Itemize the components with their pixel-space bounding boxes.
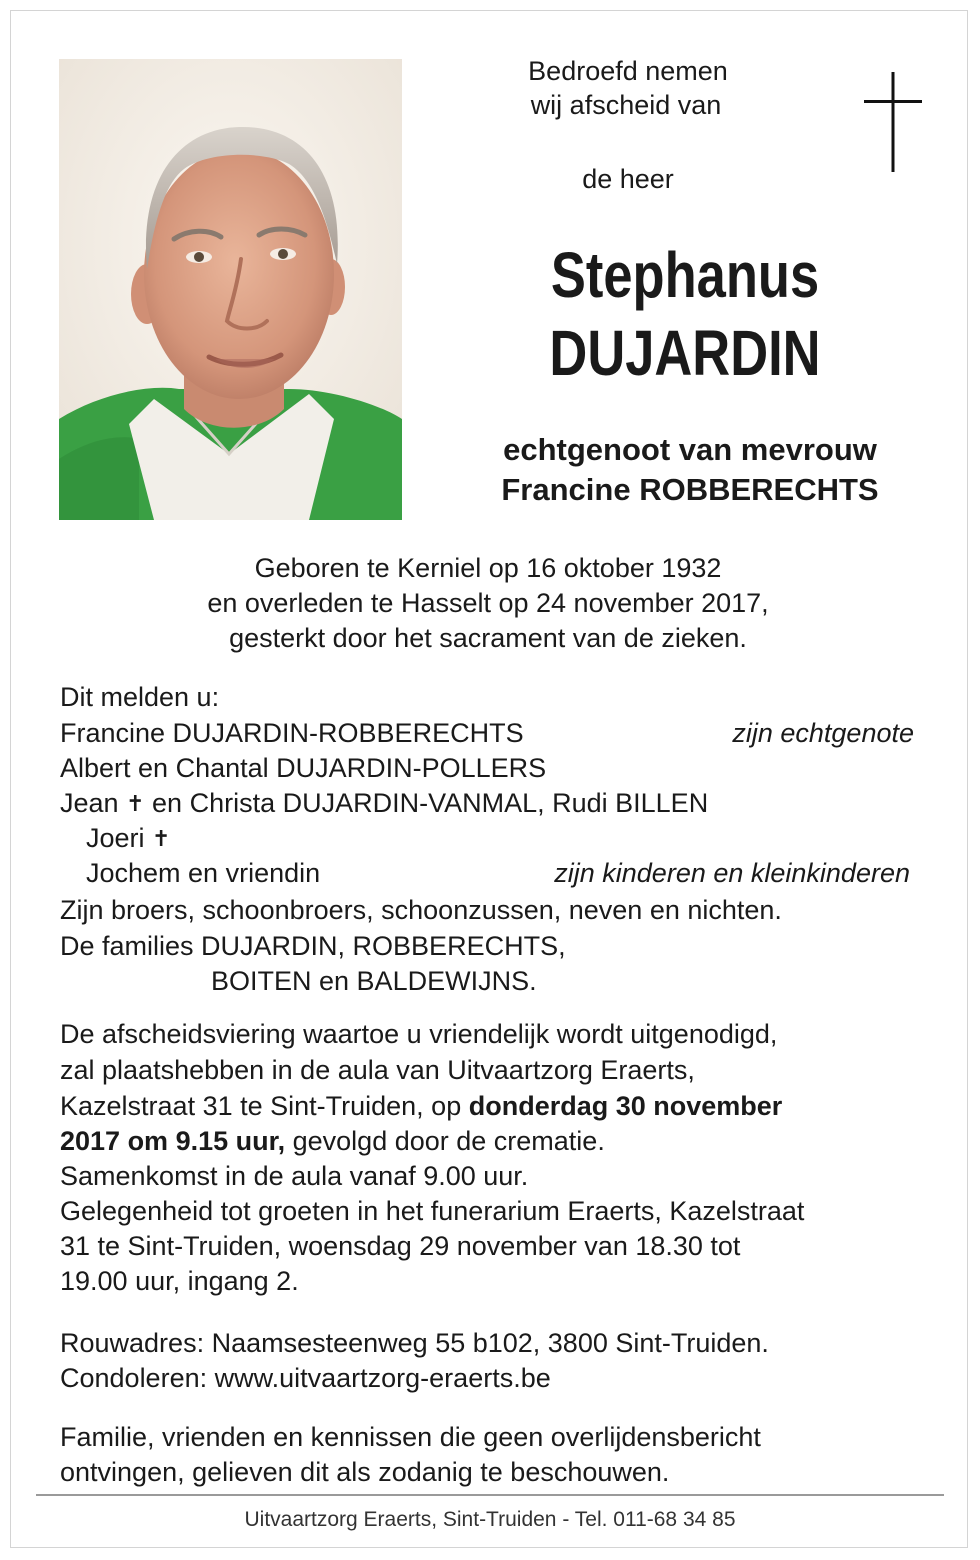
deceased-last-name: DUJARDIN (549, 317, 821, 389)
deceased-first-name: Stephanus (550, 239, 820, 311)
deceased-cross-icon: ✝ (152, 826, 171, 851)
title-honorific: de heer (582, 164, 674, 194)
notice-line-2: ontvingen, gelieven dit als zodanig te beschouwen. (60, 1457, 670, 1487)
family-wife: Francine DUJARDIN-ROBBERECHTS (60, 718, 524, 748)
birth-line: Geboren te Kerniel op 16 oktober 1932 (254, 553, 722, 583)
latin-cross-icon (864, 72, 922, 172)
family-child-2-rest: en Christa DUJARDIN-VANMAL, Rudi BILLEN (152, 788, 709, 818)
ceremony-location: Kazelstraat 31 te Sint-Truiden, op (60, 1091, 469, 1121)
family-grandchild-2: Jochem en vriendin (86, 858, 321, 888)
family-child-1: Albert en Chantal DUJARDIN-POLLERS (60, 753, 547, 783)
ceremony-line-4 (60, 1124, 605, 1159)
condolence-website: Condoleren: www.uitvaartzorg-eraerts.be (60, 1363, 551, 1393)
notice-line-1: Familie, vrienden en kennissen die geen overlijdensbericht (60, 1422, 761, 1452)
family-grandchild-1 (86, 821, 170, 857)
deceased-cross-icon: ✝ (126, 791, 145, 816)
family-child-2-name: Jean (60, 788, 119, 818)
ceremony-line-3 (60, 1089, 782, 1124)
footer-funeral-home: Uitvaartzorg Eraerts, Sint-Truiden - Tel. 011-68 34 85 (244, 1508, 736, 1531)
ceremony-line-8: 19.00 uur, ingang 2. (60, 1266, 299, 1296)
ceremony-date: donderdag 30 november (468, 1091, 783, 1121)
portrait-photo-illustration (59, 59, 402, 520)
family-wife-role: zijn echtgenote (732, 718, 914, 748)
mourning-address: Rouwadres: Naamsesteenweg 55 b102, 3800 Sint-Truiden. (60, 1328, 769, 1358)
family-names-1: De families DUJARDIN, ROBBERECHTS, (60, 931, 566, 961)
spouse-line-1: echtgenoot van mevrouw (503, 432, 877, 467)
family-names-2: BOITEN en BALDEWIJNS. (211, 966, 537, 996)
family-child-2 (60, 786, 708, 822)
footer-divider (36, 1494, 944, 1496)
intro-line-1: Bedroefd nemen (528, 56, 728, 86)
ceremony-line-7: 31 te Sint-Truiden, woensdag 29 november van 18.30 tot (60, 1231, 741, 1261)
ceremony-line-1: De afscheidsviering waartoe u vriendelijk wordt uitgenodigd, (60, 1019, 778, 1049)
ceremony-cremation: gevolgd door de crematie. (285, 1126, 605, 1156)
death-line: en overleden te Hasselt op 24 november 2017, (207, 588, 769, 618)
portrait-photo (59, 59, 402, 520)
family-children-role: zijn kinderen en kleinkinderen (554, 858, 910, 888)
family-relatives: Zijn broers, schoonbroers, schoonzussen, neven en nichten. (60, 895, 782, 925)
ceremony-time: 2017 om 9.15 uur, (60, 1126, 286, 1156)
family-grandchild-1-name: Joeri (86, 823, 145, 853)
intro-line-2: wij afscheid van (530, 90, 722, 120)
sacrament-line: gesterkt door het sacrament van de zieken. (229, 623, 747, 653)
ceremony-line-6: Gelegenheid tot groeten in het funerarium Eraerts, Kazelstraat (60, 1196, 805, 1226)
family-heading: Dit melden u: (60, 682, 220, 712)
ceremony-line-2: zal plaatshebben in de aula van Uitvaartzorg Eraerts, (60, 1055, 695, 1085)
spouse-line-2: Francine ROBBERECHTS (501, 472, 879, 507)
ceremony-line-5: Samenkomst in de aula vanaf 9.00 uur. (60, 1161, 529, 1191)
